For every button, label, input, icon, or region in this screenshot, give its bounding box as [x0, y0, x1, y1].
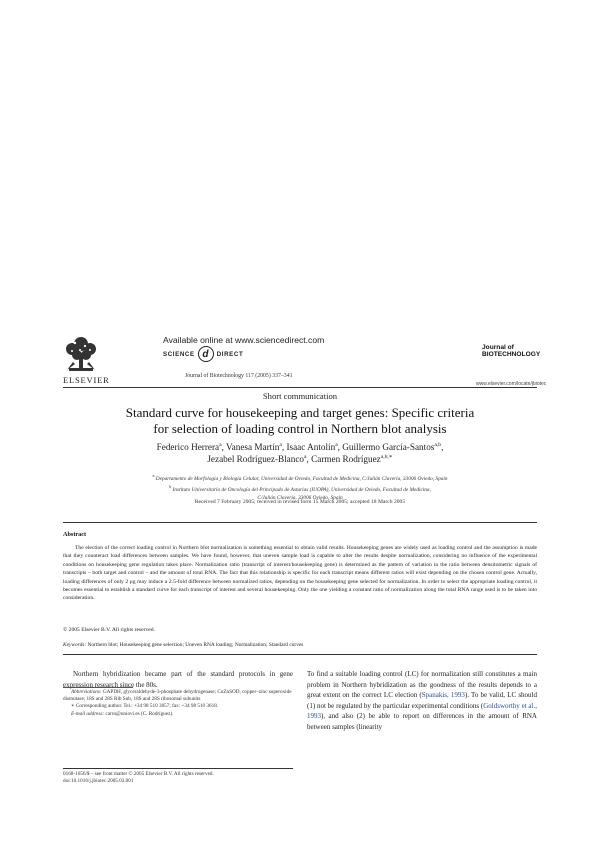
citation-link[interactable]: Spanakis, 1993 — [421, 691, 465, 700]
title-line-1: Standard curve for housekeeping and target genes: Specific criteria — [125, 405, 475, 420]
abstract-top-rule — [63, 522, 537, 523]
author-name: Isaac Antolín — [286, 442, 336, 452]
sciencedirect-left: SCIENCE — [163, 350, 195, 358]
keywords-label: Keywords: — [63, 642, 87, 648]
journal-logo — [482, 344, 540, 358]
affiliation-b-line2: C/Julián Clavería, 33006 Oviedo, Spain — [257, 494, 343, 501]
author-affiliation-mark: a — [279, 441, 282, 448]
received-dates: Received 7 February 2005; received in revised form 15 March 2005; accepted 18 March 2005 — [194, 499, 406, 505]
body-left-paragraph: Northern hybridization became part of the standard protocols in gene expression research since the 80s. — [63, 670, 293, 689]
affiliation-a: Departamento de Morfología y Biología Celular, Universidad de Oviedo, Facultad de Medicina, C/Julián Clavería, 33006 Oviedo, Spain — [155, 475, 448, 482]
bottom-rule — [63, 768, 293, 769]
corresponding-mark: ∗ — [71, 703, 75, 710]
author-affiliation-mark: a,b — [434, 441, 442, 448]
elsevier-tree-logo-icon — [63, 334, 99, 374]
abstract-copyright: © 2005 Elsevier B.V. All rights reserved. — [63, 627, 155, 633]
section-type: Short communication — [262, 391, 338, 401]
title-line-2: for selection of loading control in Northern blot analysis — [153, 421, 447, 436]
affiliation-b-line1: Instituto Universitario de Oncología del Principado de Asturias (IUOPA), Universidad de Oviedo, Facultad de Medicina, — [172, 487, 431, 494]
author-affiliation-mark: a — [335, 441, 338, 448]
author-affiliation-mark: a — [304, 453, 307, 460]
sciencedirect-logo — [163, 346, 243, 362]
author-name: Jezabel Rodríguez-Blanco — [207, 454, 305, 464]
journal-logo-line1: Journal of — [482, 344, 514, 351]
author-name: Carmen Rodríguez — [311, 454, 381, 464]
body-text: ). To be valid, LC should (1) not be regulated by the particular experimental conditions ( — [307, 691, 537, 710]
affiliation-mark: a — [152, 473, 155, 478]
sciencedirect-at-icon: d — [198, 346, 214, 362]
body-text: ), and also (2) be able to report on differences in the amount of RNA between samples (linearity — [307, 712, 537, 731]
email-address[interactable]: carro@uniovi.es (C. Rodríguez). — [105, 710, 174, 717]
footnote-rule — [63, 687, 133, 688]
journal-url[interactable]: www.elsevier.com/locate/jbiotec — [476, 381, 547, 387]
abbreviations-label: Abbreviations: — [71, 689, 102, 695]
available-online-text[interactable]: Available online at www.sciencedirect.com — [163, 335, 325, 345]
author-list: Federico Herrera$^a$, Vanesa Martín$^a$, Isaac Antolín$^a$, Guillermo García-Santos$^{a,b}$, Jezabel Rodríguez-Blanco$^a$, Carmen Rodríguez$^{a,b,∗}$ — [156, 441, 444, 464]
doi-line[interactable]: doi:10.1016/j.jbiotec.2005.03.001 — [63, 778, 134, 785]
abstract-heading: Abstract — [63, 531, 87, 538]
article-title — [80, 405, 520, 437]
issn-line: 0168-1656/$ – see front matter © 2005 Elsevier B.V. All rights reserved. — [63, 771, 214, 777]
journal-reference: Journal of Biotechnology 117 (2005) 337–341 — [185, 373, 293, 379]
publisher-name: ELSEVIER — [63, 375, 110, 385]
body-right-paragraph — [307, 669, 537, 733]
affiliation-mark: b — [169, 484, 172, 490]
author-affiliation-mark: a — [219, 441, 222, 448]
author-name: Vanesa Martín — [226, 442, 280, 452]
corresponding-author: Corresponding author. Tel.: +34 98 510 3057; fax: +34 98 510 3618. — [75, 703, 219, 710]
sciencedirect-right: DIRECT — [216, 350, 244, 358]
keywords — [63, 642, 303, 648]
author-affiliation-mark: a,b,∗ — [380, 453, 393, 460]
abstract-body: The election of the correct loading control in Northern blot normalization is something essential to obtain valid results. Housekeeping genes are widely used as loading control and the assumption is made that they counteract load differences between samples. We have found, however, that uneven sample load is capable to alter the results despite normalization, considering no influence of the experimental conditions on housekeeping gene regulation takes place. Normalization ratio (transcript of interest/housekeeping gene) is determined as the pattern of variation in the ratio between densitometric signals of transcripts – both target and control – and the amount of total RNA. The fact that this relationship is specific for each transcript means different ratios will exist depending on the chosen control gene. Actually, loading differences of only 2 μg may induce a 2.5-fold difference between normalized ratios, depending on the housekeeping gene selected for normalization. In order to select the appropriate loading control, it becomes essential to establish a standard curve for each transcript of interest and several housekeeping. Only the one yielding a constant ratio of normalization along the total RNA range used is to be taken into consideration. — [63, 545, 537, 602]
abbreviations-text: GAPDH, glyceraldehyde-3-phosphate dehydrogenase; CuZnSOD, copper–zinc superoxide dismutase; 18S and 28S Rib Sub, 18S and 28S ribosomal subunits — [63, 689, 292, 703]
affiliations — [74, 472, 526, 502]
body-text: To find a suitable loading control (LC) for normalization still constitutes a main problem in Northern hybridization as the goodness of the results depends to a great extent on the correct LC election ( — [307, 670, 537, 700]
abstract-bottom-rule — [63, 654, 537, 655]
author-name: Guillermo García-Santos — [342, 442, 435, 452]
front-matter-info — [63, 771, 214, 785]
footnotes — [63, 689, 293, 718]
header-rule — [63, 387, 537, 388]
citation-link[interactable]: Goldsworthy et al., 1993 — [307, 701, 537, 721]
email-label: E-mail address: — [71, 710, 105, 717]
keywords-list: Northern blot; Housekeeping gene selection; Uneven RNA loading; Normalization; Standard curves — [87, 642, 304, 648]
journal-logo-line2: BIOTECHNOLOGY — [482, 351, 541, 358]
author-name: Federico Herrera — [156, 442, 220, 452]
